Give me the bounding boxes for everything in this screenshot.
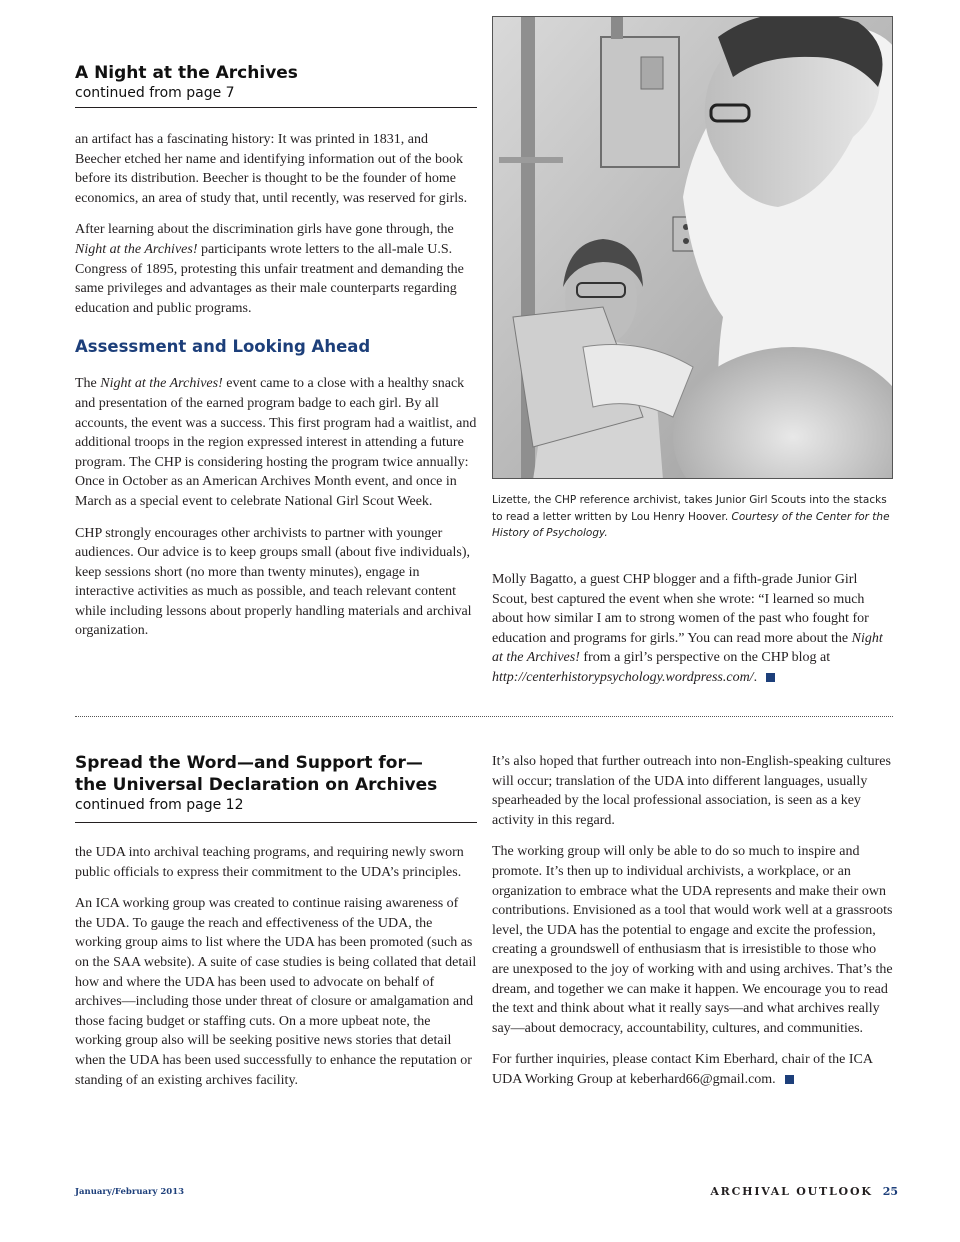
chp-blog-link[interactable]: http://centerhistorypsychology.wordpress.com/ xyxy=(492,669,754,685)
photo-outlet-socket xyxy=(683,238,689,244)
article1-subheading: Assessment and Looking Ahead xyxy=(75,337,371,357)
article1-paragraph-1: an artifact has a fascinating history: It was printed in 1831, and Beecher etched her name and identifying information out of the book before its distribution. Beecher is thought to be the founder of home economics, an area of study that, until recently, was reserved for girls. xyxy=(75,132,468,206)
publication-name: ARCHIVAL OUTLOOK xyxy=(710,1185,873,1198)
photo-caption-credit: Courtesy of the Center for the History of Psychology. xyxy=(492,510,890,539)
article2-paragraph-3: It’s also hoped that further outreach into non-English-speaking cultures will occur; translation of the UDA into different languages, usually spearheaded by the local professional association, is seen as a key activity in this regard. xyxy=(492,754,891,828)
article2-body-left xyxy=(75,843,477,1090)
page-number: 25 xyxy=(882,1185,898,1198)
article2-title-line-2: the Universal Declaration on Archives xyxy=(75,775,438,795)
article1-p3-text-b: event came to a close with a healthy snack and presentation of the earned program badge to each girl. By all accounts, the event was a success. This first program had a waitlist, and additional troops in the region expressed interest in attending a future program. The CHP is considering hosting the program twice annually: Once in October as an American Archives Month event, and once in March as a special event to celebrate National Girl Scout Week. xyxy=(75,376,477,509)
article1-p2-text-a: After learning about the discrimination girls have gone through, the xyxy=(75,222,454,238)
article1-p2-emphasis: Night at the Archives! xyxy=(75,241,198,257)
article1-title: A Night at the Archives xyxy=(75,63,298,83)
article1-paragraph-3 xyxy=(75,374,477,511)
article1-p2-text-b: participants wrote letters to the all-male U.S. Congress of 1895, protesting this unfair treatment and demanding the same privileges and advantages as their male counterparts regarding education and public programs. xyxy=(75,241,464,316)
running-footer xyxy=(710,1185,898,1198)
issue-date: January/February 2013 xyxy=(75,1187,185,1197)
archive-stacks-photo xyxy=(492,16,893,479)
article1-paragraph-5 xyxy=(492,570,896,688)
end-of-article-mark xyxy=(785,1075,794,1084)
article1-p5-emphasis: Night at the Archives! xyxy=(492,630,883,666)
article2-paragraph-2: An ICA working group was created to continue raising awareness of the UDA. To gauge the reach and effectiveness of the UDA, the working group aims to list where the UDA has been promoted (such as on the SAA website). A suite of case studies is being collated that detail how and where the UDA has been used to advocate on behalf of archives—including those under threat of closure or amalgamation and those facing budget or staffing cuts. On a more upbeat note, the working group also will be seeking positive news stories that detail when the UDA has been used successfully to enhance the reputation or standing of an existing archives facility. xyxy=(75,896,477,1088)
article2-title-line-1: Spread the Word—and Support for— xyxy=(75,753,423,773)
article2-paragraph-5 xyxy=(492,1050,896,1089)
article1-continued-note: continued from page 7 xyxy=(75,85,235,101)
article1-left-column xyxy=(75,62,477,102)
article1-p5-end: . xyxy=(753,669,758,685)
photo-illustration xyxy=(493,17,893,479)
article2-p5-text: For further inquiries, please contact Kim Eberhard, chair of the ICA UDA Working Group at keberhard66@gmail.com. xyxy=(492,1052,873,1087)
photo-panel-switch xyxy=(641,57,663,89)
photo-caption xyxy=(492,492,896,542)
article2-continued-note: continued from page 12 xyxy=(75,797,244,813)
article1-p3-emphasis: Night at the Archives! xyxy=(100,376,223,392)
article1-body-right xyxy=(492,570,896,688)
article1-paragraph-2 xyxy=(75,220,477,318)
article1-title-rule xyxy=(75,107,477,108)
article1-body-left xyxy=(75,130,477,641)
section-divider xyxy=(75,716,893,717)
article1-p5-text-b: from a girl’s perspective on the CHP blog at xyxy=(579,650,831,666)
article2-title-rule xyxy=(75,822,477,823)
article2-paragraph-1: the UDA into archival teaching programs, and requiring newly sworn public officials to express their commitment to the UDA’s principles. xyxy=(75,845,464,880)
photo-caption-text: Lizette, the CHP reference archivist, takes Junior Girl Scouts into the stacks to read a letter written by Lou Henry Hoover. xyxy=(492,494,887,523)
article2-paragraph-4: The working group will only be able to do so much to inspire and promote. It’s then up to individual archivists, a workplace, or an organization to embrace what the UDA represents and make their own contributions. Envisioned as a tool that would work well at a grassroots level, the UDA has the potential to engage and excite the profession, creating a groundswell of enthusiasm that is irresistible to those who are unexposed to the joy of working with and using archives. That’s the dream, and together we can make it happen. We encourage you to read the text and think about what it really says—and what archives really say—about democracy, accountability, cultures, and communities. xyxy=(492,844,893,1036)
photo-pipe xyxy=(499,157,563,163)
article1-p5-text-a: Molly Bagatto, a guest CHP blogger and a fifth-grade Junior Girl Scout, best captured the event when she wrote: “I learned so much about how similar I am to strong women of the past who fought for education and programs for girls.” You can read more about the xyxy=(492,572,869,646)
article2-body-right xyxy=(492,752,896,1090)
end-of-article-mark xyxy=(766,673,775,682)
article1-paragraph-4: CHP strongly encourages other archivists to partner with younger audiences. Our advice is to keep groups small (about five individuals), keep sessions short (no more than twenty minutes), engage in interactive activities as much as possible, and teach relevant content while including lessons about properly handling materials and archival organization. xyxy=(75,525,472,639)
article2-header xyxy=(75,752,477,814)
photo-conduit xyxy=(611,17,623,39)
photo-electrical-panel xyxy=(601,37,679,167)
article1-p3-text-a: The xyxy=(75,376,101,392)
